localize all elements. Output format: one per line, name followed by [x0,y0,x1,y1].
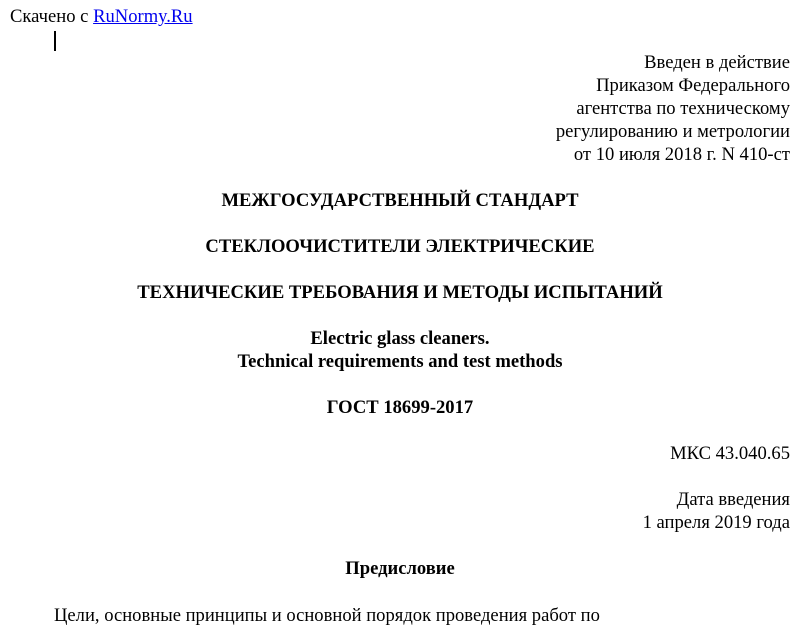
mks-code: МКС 43.040.65 [670,443,790,464]
effective-date-label: Дата введения [676,489,790,510]
text-cursor [54,31,56,51]
preface-text: Цели, основные принципы и основной порядок проведения работ по [54,605,600,626]
standard-subtitle: ТЕХНИЧЕСКИЕ ТРЕБОВАНИЯ И МЕТОДЫ ИСПЫТАНИЙ [137,282,663,303]
preface-heading: Предисловие [345,558,455,579]
introduction-line: Приказом Федерального [596,75,790,96]
standard-type: МЕЖГОСУДАРСТВЕННЫЙ СТАНДАРТ [221,190,579,211]
introduction-line: регулированию и метрологии [555,121,790,142]
preface-first-line [54,604,790,627]
source-line [10,5,193,28]
standard-code: ГОСТ 18699-2017 [326,397,474,418]
effective-date: 1 апреля 2019 года [642,512,790,533]
english-title-line-1: Electric glass cleaners. [310,328,490,349]
introduction-line: от 10 июля 2018 г. N 410-ст [573,144,790,165]
english-title-line-2: Technical requirements and test methods [237,351,563,372]
standard-title: СТЕКЛООЧИСТИТЕЛИ ЭЛЕКТРИЧЕСКИЕ [205,236,595,257]
introduction-line: агентства по техническому [576,98,790,119]
source-link[interactable]: RuNormy.Ru [93,6,193,27]
introduction-line: Введен в действие [644,52,790,73]
source-prefix: Скачено с [10,6,89,27]
introduction-block [556,51,790,166]
